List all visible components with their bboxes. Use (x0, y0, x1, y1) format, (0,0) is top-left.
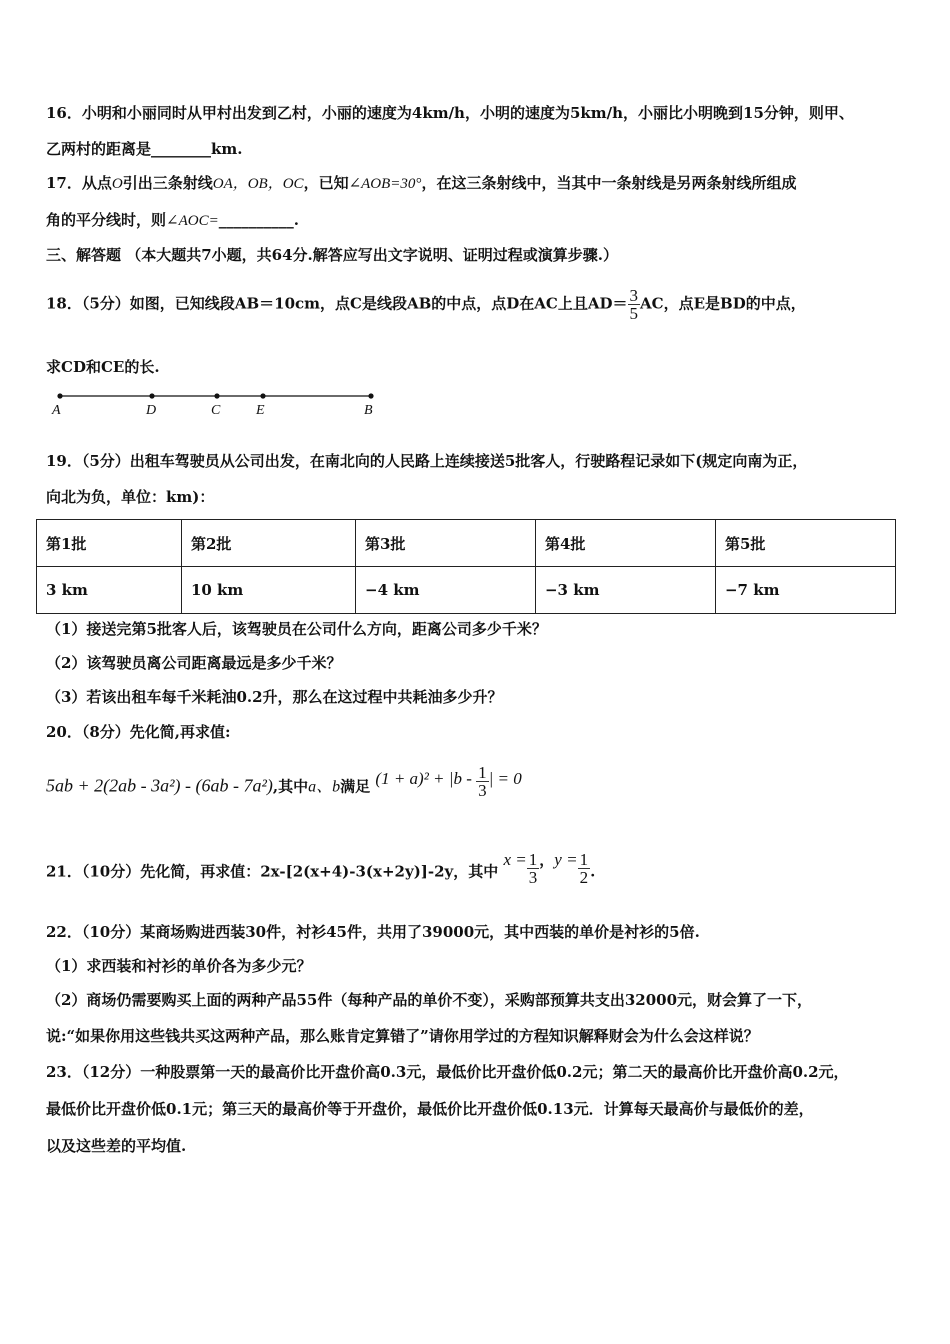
frac-num: 3 (629, 286, 638, 305)
frac-den: 5 (629, 304, 638, 323)
q20-expression-line (46, 763, 522, 805)
rays: OA，OB，OC (212, 176, 304, 192)
q23-line2: 最低价比开盘价低0.1元；第三天的最高价等于开盘价，最低价比开盘价低0.13元．计算每天最高价与最低价的差， (46, 1100, 814, 1118)
table-cell: −7 km (715, 567, 895, 614)
point-b-dot (368, 393, 373, 398)
point-o: O (111, 176, 123, 192)
point-d-dot (149, 393, 154, 398)
q16-line2: 乙两村的距离是________km. (46, 140, 243, 158)
table-cell: 10 km (181, 567, 355, 614)
q19-sub2: （2）该驾驶员离公司距离最远是多少千米？ (46, 654, 342, 672)
q23-line1: 23．（12分）一种股票第一天的最高价比开盘价高0.3元，最低价比开盘价低0.2元；第二天的最高价比开盘价高0.2元， (46, 1063, 849, 1081)
q17-blank: __________. (218, 211, 299, 229)
q17-line2 (46, 210, 299, 231)
q21-y-label: y = (554, 849, 578, 869)
table-header: 第4批 (535, 520, 715, 567)
q17-text3: ，在这三条射线中，当其中一条射线是另两条射线所组成 (421, 174, 797, 192)
q19-line1: 19．（5分）出租车驾驶员从公司出发，在南北向的人民路上连续接送5批客人，行驶路程记录如下(规定向南为正， (46, 452, 808, 470)
q18-line1 (46, 287, 806, 322)
label-b: B (364, 403, 373, 418)
q17-l2a: 角的平分线时，则 (46, 211, 167, 229)
q17-line1 (46, 173, 796, 194)
table-cell: 3 km (37, 567, 182, 614)
q21-text: 21．（10分）先化简，再求值：2x-[2(x+4)-3(x+2y)]-2y，其中 (46, 862, 499, 881)
table-header: 第3批 (356, 520, 536, 567)
table-header: 第5批 (715, 520, 895, 567)
q21-x-label: x = (503, 849, 527, 869)
table-cell: −3 km (535, 567, 715, 614)
q18-text-b: AC，点E是BD的中点， (640, 294, 806, 313)
q20-vars: a、b (308, 778, 341, 796)
q18-fraction (628, 287, 641, 322)
q23-line3: 以及这些差的平均值. (46, 1137, 187, 1155)
q21-x-den: 3 (528, 868, 538, 887)
q19-line2: 向北为负，单位：km)： (46, 488, 215, 506)
q22-sub2: （2）商场仍需要购买上面的两种产品55件（每种产品的单价不变），采购部预算共支出32000元，财会算了一下， (46, 991, 813, 1009)
q19-sub3: （3）若该出租车每千米耗油0.2升，那么在这过程中共耗油多少升？ (46, 688, 503, 706)
point-e-dot (260, 393, 265, 398)
q21-sep: ， (539, 850, 555, 869)
mileage-table (36, 519, 896, 614)
q21-line (46, 849, 596, 890)
q20-frac-den: 3 (478, 781, 487, 800)
section3-title: 三、解答题 （本大题共7小题，共64分.解答应写出文字说明、证明过程或演算步骤.） (46, 246, 618, 264)
q18-text-a: 18．（5分）如图，已知线段AB＝10cm，点C是线段AB的中点，点D在AC上且AD＝ (46, 294, 628, 313)
q22-line1: 22．（10分）某商场购进西装30件，衬衫45件，共用了39000元，其中西装的单价是衬衫的5倍. (46, 923, 700, 941)
q20-mid: ,其中 (272, 777, 309, 796)
table-header: 第2批 (181, 520, 355, 567)
q21-x-frac (527, 851, 540, 886)
q21-x-num: 1 (528, 850, 538, 869)
q20-expression: 5ab + 2(2ab - 3a²) - (6ab - 7a²) (46, 775, 273, 796)
q17-text2: ，已知 (303, 174, 349, 192)
q21-y-frac (578, 851, 591, 886)
q21-y-num: 1 (579, 850, 589, 869)
q20-cond-label: 满足 (340, 777, 371, 796)
q17-text: 引出三条射线 (122, 174, 213, 192)
q20-condition-a: (1 + a)² + |b - (375, 768, 477, 788)
point-a-dot (57, 393, 62, 398)
table-header: 第1批 (37, 520, 182, 567)
q17-prefix: 17．从点 (46, 174, 112, 192)
label-c: C (211, 403, 221, 418)
q18-line2: 求CD和CE的长. (46, 358, 160, 376)
label-a: A (52, 403, 61, 418)
q19-sub1: （1）接送完第5批客人后，该驾驶员在公司什么方向，距离公司多少千米？ (46, 620, 547, 638)
table-row (37, 567, 896, 614)
q22-sub1: （1）求西装和衬衫的单价各为多少元？ (46, 957, 312, 975)
label-e: E (256, 403, 265, 418)
q20-fraction (476, 764, 489, 799)
q21-y-den: 2 (579, 868, 589, 887)
table-cell: −4 km (356, 567, 536, 614)
q22-sub2b: 说:“如果你用这些钱共买这两种产品，那么账肯定算错了”请你用学过的方程知识解释财会为什么会这样说？ (46, 1027, 759, 1045)
q21-end: . (590, 862, 596, 881)
q20-title: 20．（8分）先化简,再求值: (46, 723, 231, 741)
q20-frac-num: 1 (478, 763, 487, 782)
angle-aob: ∠AOB=30° (348, 176, 422, 192)
q16-line1: 16．小明和小丽同时从甲村出发到乙村，小丽的速度为4km/h，小明的速度为5km/h，小丽比小明晚到15分钟，则甲、 (46, 104, 854, 122)
label-d: D (146, 403, 157, 418)
angle-aoc: ∠AOC= (166, 213, 219, 229)
q20-condition-b: | = 0 (488, 768, 522, 788)
point-c-dot (214, 393, 219, 398)
table-header-row (37, 520, 896, 567)
